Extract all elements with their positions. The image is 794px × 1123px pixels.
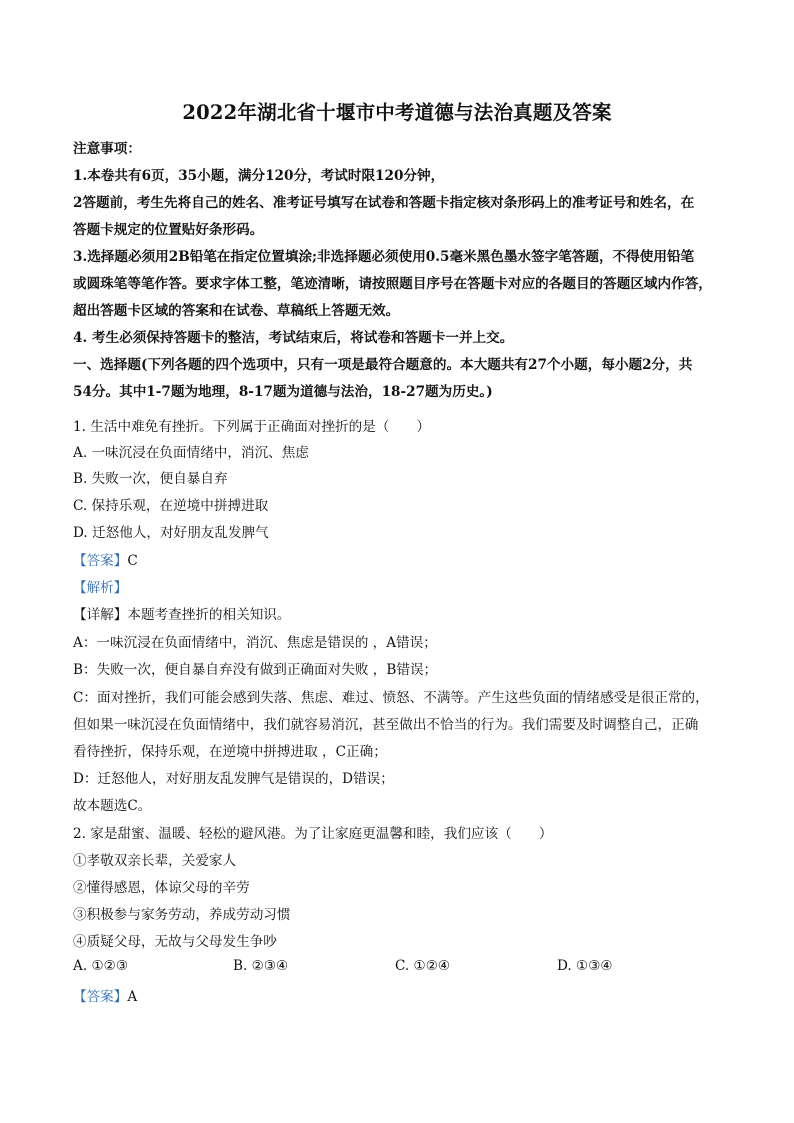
notes-item-2-line-2: 答题卡规定的位置贴好条形码。: [73, 222, 264, 238]
notes-item-3-line-2: 或圆珠笔等笔作答。要求字体工整，笔迹清晰，请按照题目序号在答题卡对应的各题目的答题区域内作答，: [73, 276, 712, 292]
answer-value: A: [127, 989, 138, 1005]
question-2-option-c: C. ①②④: [395, 958, 451, 974]
question-1-conclusion: 故本题选C。: [73, 798, 152, 814]
question-1-answer: [73, 549, 138, 569]
question-2-option-a: A. ①②③: [73, 958, 129, 974]
section-heading-line-2: 54分。其中1-7题为地理，8-17题为道德与法治，18-27题为历史。): [73, 384, 493, 400]
question-1-option-b: B. 失败一次，便自暴自弃: [73, 471, 228, 487]
question-1-option-c: C. 保持乐观，在逆境中拼搏进取: [73, 498, 269, 514]
question-1-detail: [73, 603, 291, 623]
question-1-option-a: A. 一味沉浸在负面情绪中，消沉、焦虑: [73, 445, 309, 461]
explanation-c-line-3: 看待挫折，保持乐观，在逆境中拼搏进取 ，C正确；: [73, 744, 387, 760]
notes-item-4: 4. 考生必须保持答题卡的整洁，考试结束后，将试卷和答题卡一并上交。: [73, 330, 514, 346]
answer-tag: 【答案】: [73, 989, 128, 1005]
answer-value: C: [127, 553, 138, 569]
question-2-statement-3: ③积极参与家务劳动，养成劳动习惯: [73, 907, 291, 923]
page-title: 2022年湖北省十堰市中考道德与法治真题及答案: [182, 101, 612, 124]
explanation-b: B：失败一次，便自暴自弃没有做到正确面对失败 ，B错误；: [73, 662, 438, 678]
explanation-a: A：一味沉浸在负面情绪中，消沉、焦虑是错误的 ，A错误；: [73, 635, 437, 651]
detail-tag: 【详解】: [73, 607, 128, 623]
explanation-c-line-1: C：面对挫折，我们可能会感到失落、焦虑、难过、愤怒、不满等。产生这些负面的情绪感受是很正常的，: [73, 690, 709, 706]
explanation-c-line-2: 但如果一味沉浸在负面情绪中，我们就容易消沉，甚至做出不恰当的行为。我们需要及时调整自己，正确: [73, 717, 699, 733]
notes-item-3-line-3: 超出答题卡区域的答案和在试卷、草稿纸上答题无效。: [73, 303, 400, 319]
question-1-option-d: D. 迁怒他人，对好朋友乱发脾气: [73, 525, 269, 541]
notes-heading: 注意事项：: [73, 141, 141, 157]
question-2-option-b: B. ②③④: [233, 958, 289, 974]
question-2-statement-4: ④质疑父母，无故与父母发生争吵: [73, 934, 277, 950]
question-2-answer: [73, 985, 137, 1005]
explanation-d: D：迁怒他人，对好朋友乱发脾气是错误的，D错误；: [73, 771, 394, 787]
notes-item-3-line-1: 3.选择题必须用2B铅笔在指定位置填涂;非选择题必须使用0.5毫米黑色墨水签字笔答题，不得使用铅笔: [73, 249, 695, 265]
section-heading-line-1: 一、选择题(下列各题的四个选项中，只有一项是最符合题意的。本大题共有27个小题，每小题2分，共: [73, 357, 693, 373]
answer-tag: 【答案】: [73, 553, 128, 569]
notes-item-1: 1.本卷共有6页，35小题，满分120分，考试时限120分钟，: [73, 168, 445, 184]
question-2-stem: 2. 家是甜蜜、温暖、轻松的避风港。为了让家庭更温馨和睦，我们应该（ ）: [73, 826, 553, 842]
question-1-stem: 1. 生活中难免有挫折。下列属于正确面对挫折的是（ ）: [73, 419, 431, 435]
analysis-tag: 【解析】: [73, 580, 128, 596]
question-2-statement-2: ②懂得感恩，体谅父母的辛劳: [73, 880, 250, 896]
question-2-option-d: D. ①③④: [557, 958, 613, 974]
detail-text: 本题考查挫折的相关知识。: [127, 607, 291, 623]
notes-item-2-line-1: 2答题前，考生先将自己的姓名、准考证号填写在试卷和答题卡指定核对条形码上的准考证号和姓名，在: [73, 195, 695, 211]
question-2-statement-1: ①孝敬双亲长辈，关爱家人: [73, 853, 237, 869]
